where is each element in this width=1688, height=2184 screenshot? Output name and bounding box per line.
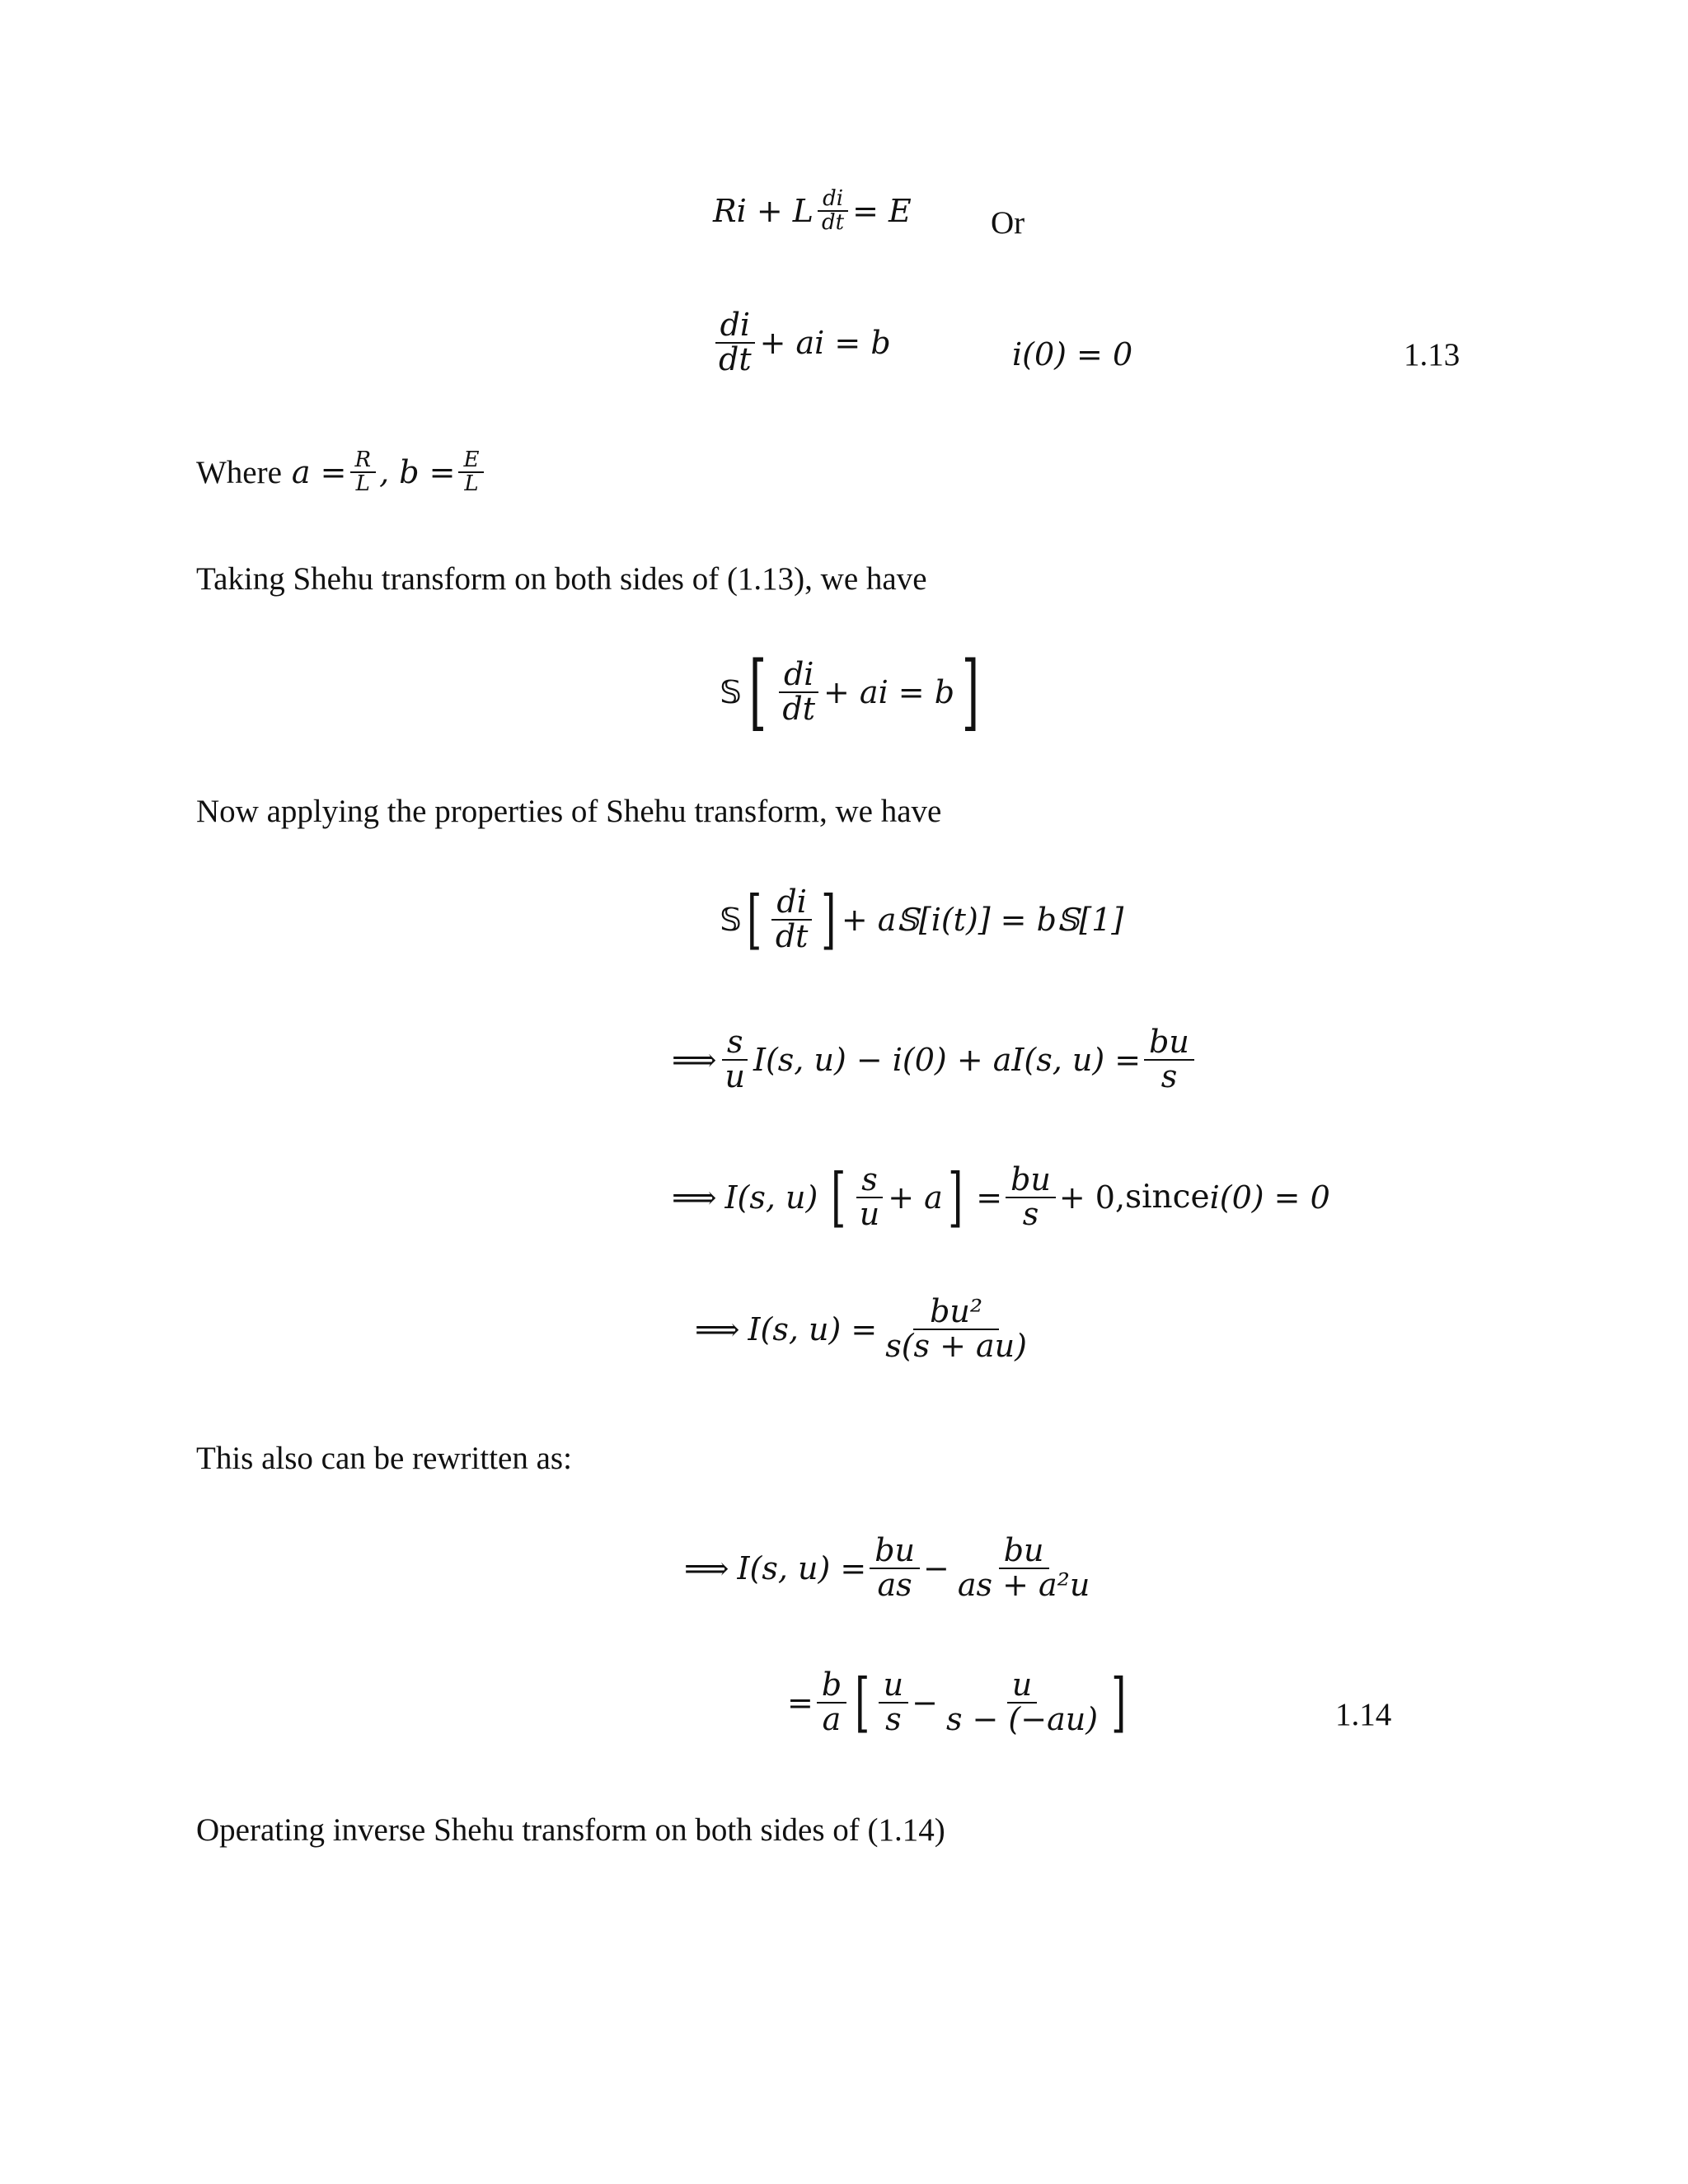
eq5-frac1-num: s [722,1026,748,1061]
where-frac-l: L [355,471,370,497]
paragraph-4: Operating inverse Shehu transform on both sides of (1.14) [196,1812,945,1848]
where-frac-r: R [350,449,377,473]
eq1-frac-den: dt [822,210,845,236]
eq6-implies-arrow: ⟹ [672,1179,717,1216]
eq9-fraction-b-a [817,1666,846,1737]
eq8-lhs: I(s, u) = [737,1549,867,1586]
eq6-condition: i(0) = 0 [1209,1179,1330,1216]
eq6-left-bracket: [ [831,1160,846,1235]
where-word: Where [196,454,282,490]
eq4-frac-den: dt [775,917,809,954]
eq1-rhs: = E [852,193,912,230]
eq7-frac-num: bu² [913,1296,999,1330]
eq6-frac2-den: s [1022,1195,1039,1232]
eq7-frac-den: s(s + au) [885,1327,1027,1364]
eq9-frac1-num: b [817,1669,846,1704]
equation-number-1-14: 1.14 [1335,1697,1392,1732]
eq5-middle: I(s, u) − i(0) + aI(s, u) = [753,1041,1142,1078]
eq7-lhs: I(s, u) = [748,1310,878,1347]
equation-2 [710,309,891,377]
eq8-frac1-den: as [877,1566,912,1603]
eq6-lhs: I(s, u) [724,1179,818,1216]
eq9-fraction-3 [941,1666,1103,1737]
paragraph-3: This also can be rewritten as: [196,1441,572,1476]
eq6-plus-a: + a [888,1179,943,1216]
equation-9 [787,1665,1132,1740]
eq2-fraction [714,309,757,377]
eq9-minus: − [912,1684,938,1721]
eq5-frac1-den: u [724,1057,745,1094]
eq3-left-bracket: [ [749,644,767,740]
eq4-shehu-operator: 𝕊 [720,901,743,938]
where-line [196,449,487,496]
eq5-fraction-s-u [720,1026,749,1094]
where-frac-e-l [458,449,484,496]
eq3-frac-den: dt [782,691,815,727]
eq9-left-bracket: [ [855,1665,870,1740]
eq8-frac2-num: bu [999,1535,1049,1569]
eq4-rest: + a𝕊[i(t)] = b𝕊[1] [841,901,1124,938]
equation-5 [672,1026,1198,1094]
eq4-fraction [771,883,814,954]
eq9-fraction-u-s [879,1666,908,1737]
where-frac-r-l [350,449,377,496]
eq6-equals: = [976,1179,1003,1216]
eq4-frac-num: di [771,886,811,921]
eq2-initial-condition: i(0) = 0 [1012,336,1133,373]
eq6-fraction-s-u [855,1161,884,1232]
eq8-fraction-1 [870,1532,920,1603]
eq5-frac2-num: bu [1144,1026,1194,1061]
eq3-rest: + ai = b [823,674,955,710]
eq8-implies-arrow: ⟹ [684,1549,729,1586]
eq3-fraction [777,658,820,726]
eq4-right-bracket: ] [821,882,837,957]
where-b: , b = [379,454,456,491]
eq6-fraction-bu-s [1006,1161,1056,1232]
eq5-frac2-den: s [1160,1057,1178,1094]
eq6-frac-den: u [859,1195,880,1232]
eq2-rest: + ai = b [759,324,891,361]
eq9-frac3-den: s − (−au) [945,1700,1099,1737]
eq2-frac-den: dt [719,340,752,377]
eq3-frac-num: di [779,658,818,693]
eq2-frac-num: di [715,309,755,344]
eq8-frac1-num: bu [870,1535,920,1569]
where-a: a = [291,454,347,491]
equation-8 [684,1532,1098,1603]
eq9-right-bracket: ] [1111,1665,1127,1740]
eq3-right-bracket: ] [961,644,980,740]
eq7-fraction [880,1293,1032,1364]
eq5-fraction-bu-s [1144,1026,1194,1094]
eq1-frac-num: di [818,188,848,212]
eq6-right-bracket: ] [947,1160,964,1235]
eq6-frac-num: s [856,1164,883,1198]
eq9-frac2-num: u [879,1669,908,1704]
equation-4 [720,882,1124,957]
eq6-frac2-num: bu [1006,1164,1056,1198]
eq1-or-text: Or [991,205,1025,241]
paragraph-2: Now applying the properties of Shehu transform, we have [196,794,942,829]
eq1-fraction [817,188,849,235]
equation-7 [695,1293,1035,1364]
where-frac-e: E [458,449,484,473]
eq4-left-bracket: [ [747,882,762,957]
equation-6 [672,1160,1330,1235]
eq9-frac3-num: u [1007,1669,1037,1704]
eq9-frac2-den: s [885,1700,902,1737]
eq8-minus: − [923,1549,950,1586]
eq8-fraction-2 [953,1532,1095,1603]
eq3-shehu-operator: 𝕊 [720,674,743,710]
equation-3 [720,644,987,740]
eq9-frac1-den: a [822,1700,842,1737]
where-frac-l2: L [464,471,479,497]
eq7-implies-arrow: ⟹ [695,1310,740,1347]
equation-number-1-13: 1.13 [1404,337,1461,373]
eq8-frac2-den: as + a²u [957,1566,1090,1603]
eq9-equals: = [787,1684,814,1721]
equation-1 [713,188,912,235]
eq1-lhs: Ri + L [713,193,814,230]
eq6-since-word: since [1125,1179,1210,1216]
eq6-tail: + 0, [1058,1179,1126,1216]
paragraph-1: Taking Shehu transform on both sides of (1.13), we have [196,561,927,597]
eq5-implies-arrow: ⟹ [672,1041,717,1078]
